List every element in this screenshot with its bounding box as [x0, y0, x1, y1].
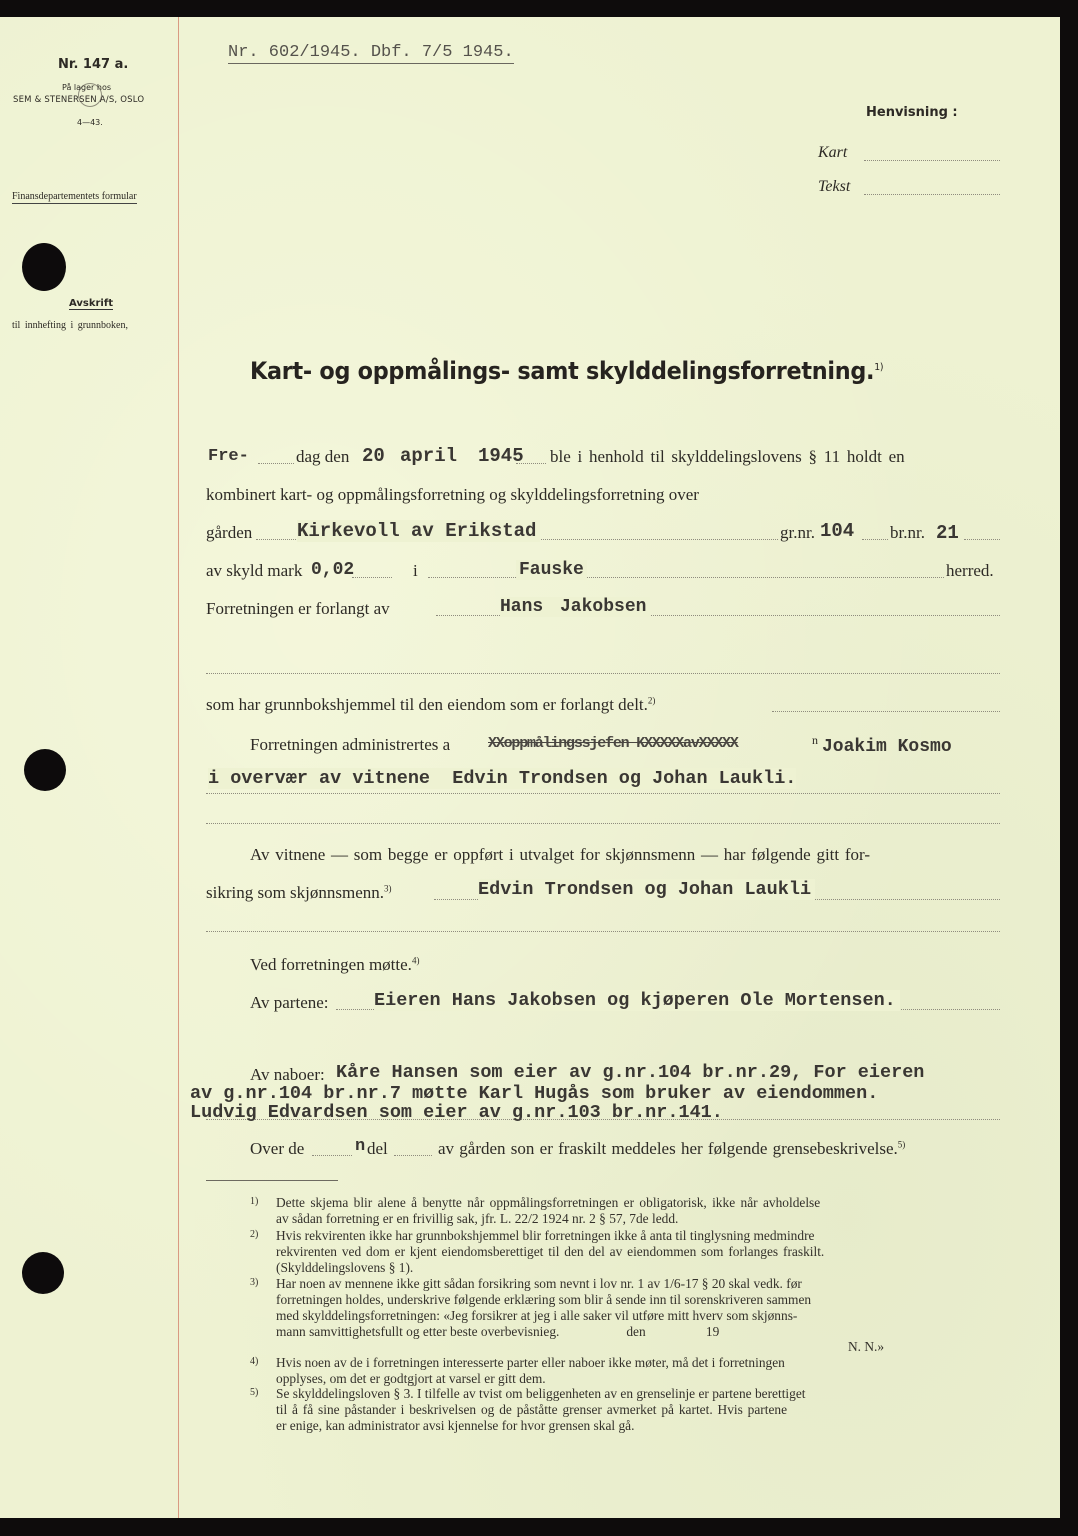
- footnote-line: Se skylddelingsloven § 3. I tilfelle av tvist om beliggenheten av en grenselinje er partene berettiget: [276, 1386, 806, 1401]
- publisher-line2: SEM & STENERSEN A/S, OSLO: [13, 95, 145, 105]
- brnr-label: br.nr.: [890, 523, 925, 542]
- footnote-line: N. N.»: [848, 1339, 885, 1354]
- title-footnote-ref: 1): [874, 362, 884, 373]
- registration-number: Nr. 602/1945. Dbf. 7/5 1945.: [228, 43, 514, 62]
- footnote-ref: 5): [897, 1139, 906, 1150]
- footnote-ref: 2): [647, 695, 656, 706]
- dotted-line: [516, 463, 546, 464]
- publisher-stamp-icon: [78, 83, 102, 107]
- neighbors-label: Av naboer:: [250, 1065, 325, 1084]
- i-label: i: [413, 561, 418, 580]
- parties-value[interactable]: Eieren Hans Jakobsen og kjøperen Ole Mortensen.: [374, 990, 900, 1011]
- administered-label: Forretningen administrertes a: [250, 735, 451, 754]
- punch-hole-icon: [22, 1252, 64, 1294]
- dotted-line: [258, 463, 294, 464]
- copy-label: Avskrift: [69, 298, 113, 309]
- dotted-line: [428, 577, 944, 578]
- date-month[interactable]: april: [400, 445, 458, 467]
- skyld-label: av skyld mark: [206, 561, 303, 580]
- requested-label: Forretningen er forlangt av: [206, 599, 390, 618]
- date-year[interactable]: 1945: [478, 445, 524, 467]
- footnote-line: Dette skjema blir alene å benytte når oppmålingsforretningen er obligatorisk, ikke når avholdelse: [276, 1195, 821, 1210]
- over-rest-text: av gården son er fraskilt meddeles her følgende grensebeskrivelse.: [438, 1139, 898, 1158]
- over-value[interactable]: n: [355, 1137, 366, 1156]
- footnote-line: Hvis noen av de i forretningen interesserte parter eller naboer ikke møter, må det i forretningen: [276, 1355, 785, 1370]
- grnr-value[interactable]: 104: [820, 520, 855, 542]
- footnote-rule: [206, 1180, 338, 1181]
- over-label: Over de: [250, 1139, 305, 1158]
- footnote-line: forretningen holdes, underskrive følgende erklæring som blir å sende inn til sorenskriveren sammen: [276, 1292, 812, 1307]
- dotted-line: [312, 1155, 352, 1156]
- blank-line[interactable]: [206, 823, 1000, 824]
- weekday-suffix: dag den: [296, 447, 350, 466]
- punch-hole-icon: [24, 749, 66, 791]
- administered-n: n: [812, 733, 818, 747]
- dotted-line: [206, 793, 1000, 794]
- attended-text: Ved forretningen møtte.: [250, 955, 412, 974]
- copy-purpose: til innhefting i grunnboken,: [12, 320, 128, 331]
- footnote-line: mann samvittighetsfullt og etter beste overbevisnieg. den 19: [276, 1324, 720, 1339]
- footnote-number: 4): [250, 1356, 259, 1367]
- print-date: 4—43.: [77, 118, 103, 127]
- witnesses-line[interactable]: i overvær av vitnene Edvin Trondsen og Johan Laukli.: [208, 768, 797, 789]
- footnote-number: 2): [250, 1229, 259, 1240]
- margin-rule: [178, 17, 179, 1518]
- form-issuer: Finansdepartementets formular: [12, 191, 137, 202]
- footnote-line: av sådan forretning er en frivillig sak, jfr. L. 22/2 1924 nr. 2 § 57, 7de ledd.: [276, 1211, 679, 1226]
- administered-struck-text: XXoppmålingssjefen KXXXXXavXXXXX: [488, 735, 738, 752]
- form-row-date: [208, 445, 249, 466]
- skyld-value[interactable]: 0,02: [311, 560, 355, 580]
- reference-tekst-label: Tekst: [818, 178, 851, 195]
- assurance-label: sikring som skjønnsmenn.: [206, 883, 385, 902]
- neighbors-line1[interactable]: Kåre Hansen som eier av g.nr.104 br.nr.29, For eieren: [336, 1062, 925, 1083]
- dotted-line: [352, 577, 392, 578]
- assurance-text1: Av vitnene — som begge er oppført i utvalget for skjønnsmenn — har følgende gitt for-: [250, 845, 871, 864]
- document-page: [0, 17, 1060, 1518]
- footnote-ref: 3): [384, 883, 392, 894]
- footnote-line: opplyses, om det er godtgjort at varsel er gitt dem.: [276, 1371, 546, 1386]
- reference-kart-label: Kart: [818, 144, 848, 161]
- footnote-number: 5): [250, 1387, 259, 1398]
- farm-label: gården: [206, 523, 253, 542]
- assurance-names[interactable]: Edvin Trondsen og Johan Laukli: [478, 879, 815, 900]
- footnote-line: Hvis rekvirenten ikke har grunnbokshjemmel blir forretningen ikke å anta til tinglysning medmindre: [276, 1228, 815, 1243]
- document-title-text: Kart- og oppmålings- samt skylddelingsforretning.: [250, 357, 875, 385]
- intro-line2: kombinert kart- og oppmålingsforretning og skylddelingsforretning over: [206, 485, 699, 504]
- publisher-line1: På lager hos: [62, 83, 111, 92]
- blank-line[interactable]: [206, 931, 1000, 932]
- dotted-line: [394, 1155, 432, 1156]
- over-del: del: [367, 1139, 388, 1158]
- footnote-line: med skylddelingsforretningen: «Jeg forsikrer at jeg i alle saker vil utføre mitt hverv som skjønns-: [276, 1308, 798, 1323]
- punch-hole-icon: [22, 243, 66, 291]
- document-title: [250, 357, 883, 385]
- date-day[interactable]: 20: [362, 445, 385, 467]
- footnote-line: Har noen av mennene ikke gitt sådan forsikring som nevnt i lov nr. 1 av 1/6-17 § 20 skal vedk. før: [276, 1276, 802, 1291]
- herred-label: herred.: [946, 561, 994, 580]
- footnote-line: (Skylddelingslovens § 1).: [276, 1260, 414, 1275]
- footnote-line: er enige, kan administrator avsi kjennelse for hvor grensen skal gå.: [276, 1418, 635, 1433]
- intro-rest: ble i henhold til skylddelingslovens § 11 holdt en: [550, 447, 905, 466]
- form-number: Nr. 147 a.: [58, 57, 129, 72]
- neighbors-line2[interactable]: av g.nr.104 br.nr.7 møtte Karl Hugås som bruker av eiendommen.: [190, 1083, 879, 1104]
- reference-heading: Henvisning :: [866, 105, 958, 120]
- blank-line[interactable]: [206, 673, 1000, 674]
- farm-name[interactable]: Kirkevoll av Erikstad: [297, 520, 540, 542]
- grnr-label: gr.nr.: [780, 523, 815, 542]
- title-holder-label: som har grunnbokshjemmel til den eiendom som er forlangt delt.: [206, 695, 648, 714]
- attended-label: [250, 955, 419, 975]
- title-holder-field[interactable]: [772, 711, 1000, 712]
- assurance-text2: [206, 883, 392, 903]
- footnote-ref: 4): [411, 955, 420, 966]
- footnote-number: 3): [250, 1277, 259, 1288]
- reference-tekst-field[interactable]: [864, 194, 1000, 195]
- footnote-number: 1): [250, 1196, 259, 1207]
- administered-by[interactable]: Joakim Kosmo: [822, 737, 952, 757]
- neighbors-line3[interactable]: Ludvig Edvardsen som eier av g.nr.103 br.nr.141.: [190, 1102, 723, 1123]
- dotted-line: [862, 539, 888, 540]
- dotted-line: [964, 539, 1000, 540]
- brnr-value[interactable]: 21: [936, 522, 959, 544]
- footnote-line: rekvirenten ved dom er kjent eiendomsberettiget til den del av eiendommen som forlanges fraskilt.: [276, 1244, 825, 1259]
- footnote-line: til å få sine påstander i beskrivelsen og de påståtte grenser avmerket på kartet. Hvis partene: [276, 1402, 788, 1417]
- weekday-prefix: Fre-: [208, 447, 249, 466]
- municipality[interactable]: Fauske: [516, 560, 587, 580]
- title-holder-text: [206, 695, 655, 715]
- reference-kart-field[interactable]: [864, 160, 1000, 161]
- over-rest: [438, 1139, 905, 1159]
- parties-label: Av partene:: [250, 993, 329, 1012]
- requested-by[interactable]: Hans Jakobsen: [500, 597, 650, 617]
